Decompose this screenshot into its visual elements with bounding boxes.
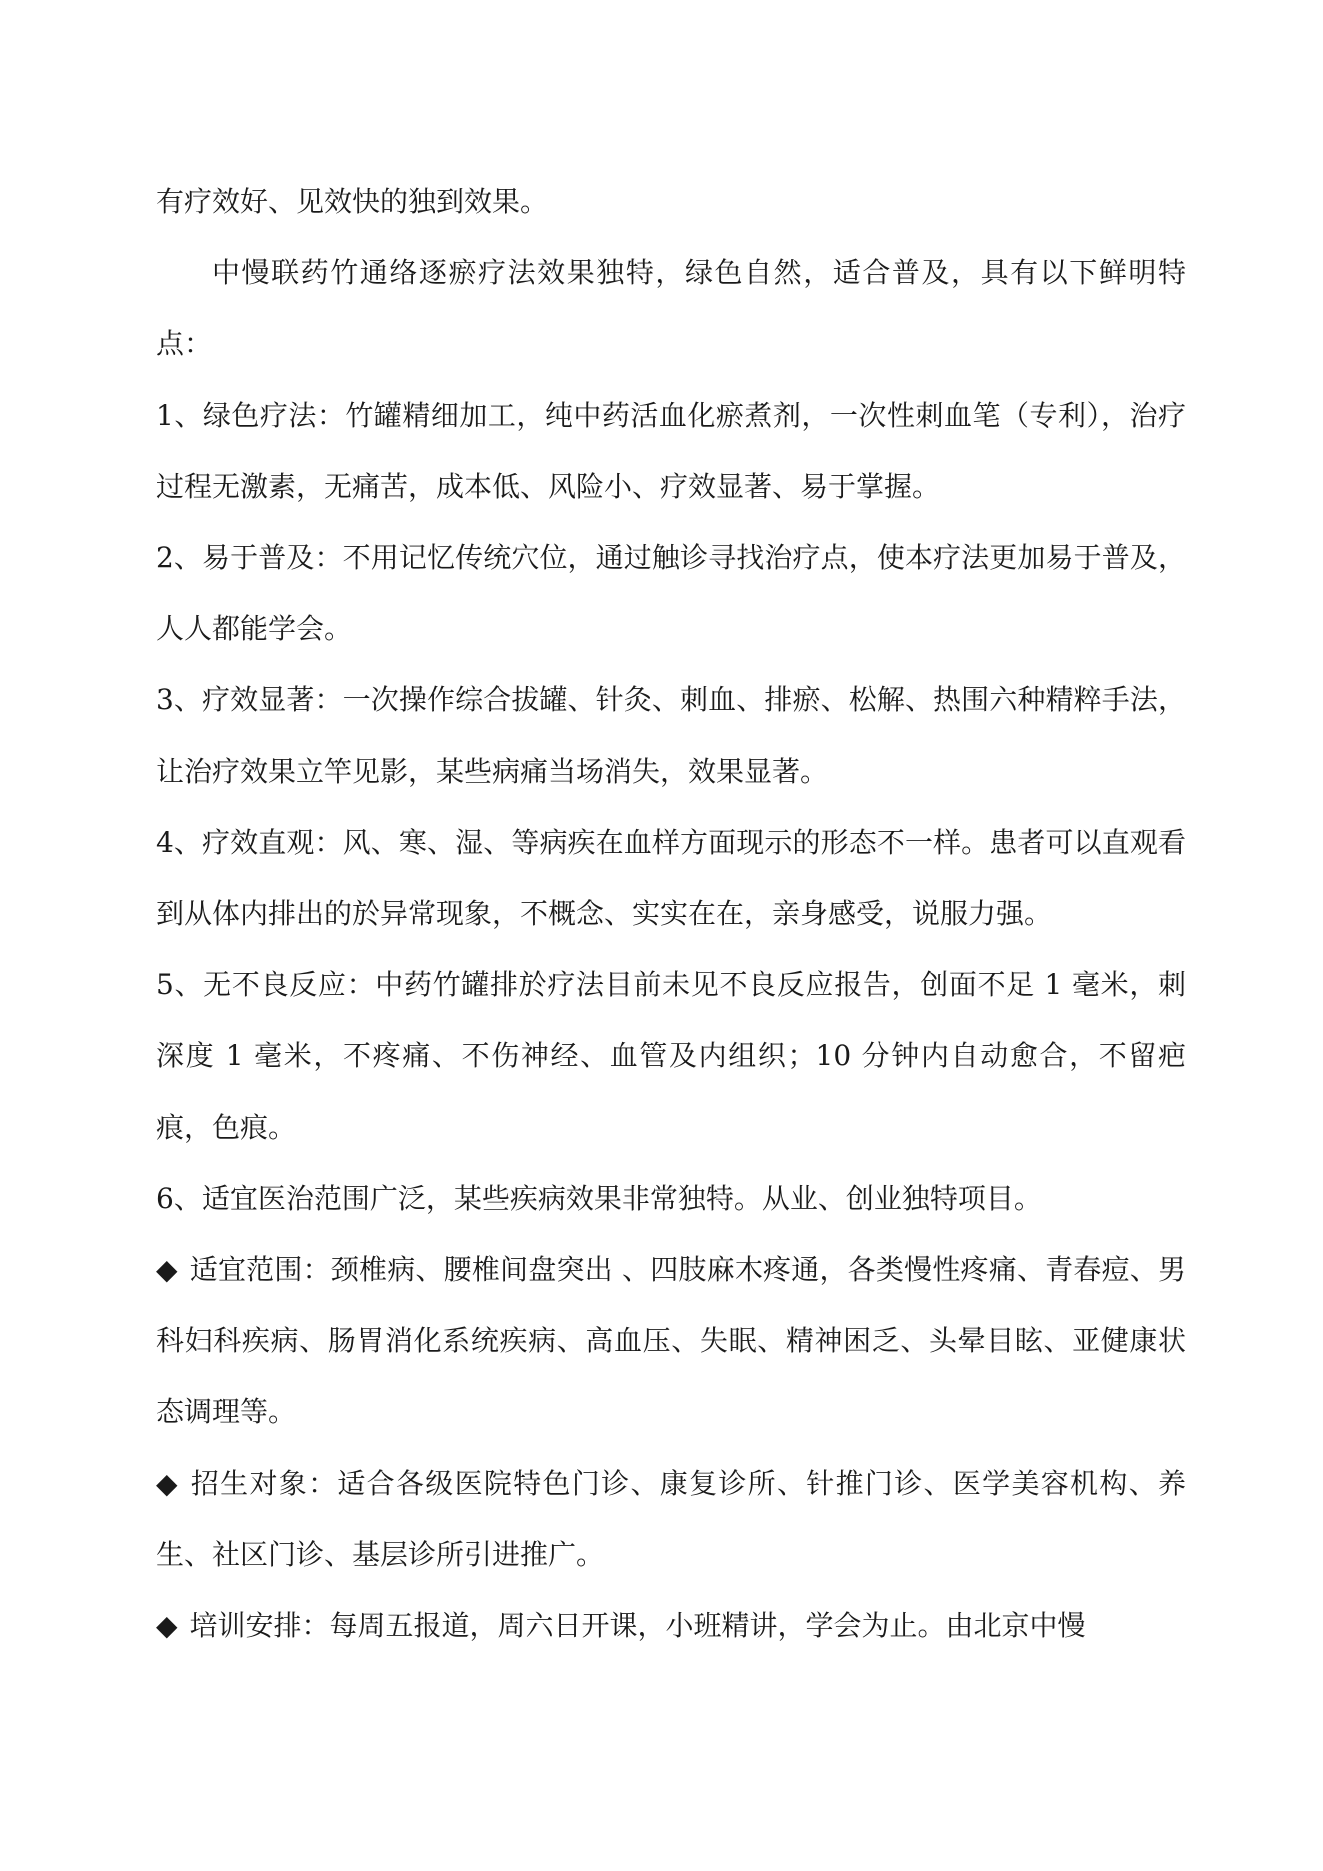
diamond-bullet-icon: ◆ bbox=[156, 1466, 179, 1500]
feature-item-5: 5、无不良反应：中药竹罐排於疗法目前未见不良反应报告，创面不足 1 毫米，刺深度 1 毫米，不疼痛、不伤神经、血管及内组织；10 分钟内自动愈合，不留疤痕，色痕。 bbox=[156, 968, 1186, 1144]
bullet-training bbox=[156, 1590, 1186, 1661]
feature-item-6: 6、适宜医治范围广泛，某些疾病效果非常独特。从业、创业独特项目。 bbox=[156, 1181, 1042, 1215]
bullet-scope-text: 适宜范围：颈椎病、腰椎间盘突出 、四肢麻木疼通，各类慢性疼痛、青春痘、男科妇科疾病、肠胃消化系统疾病、高血压、失眠、精神困乏、头晕目眩、亚健康状态调理等。 bbox=[156, 1253, 1186, 1429]
diamond-bullet-icon: ◆ bbox=[156, 1253, 178, 1287]
feature-item-3: 3、疗效显著：一次操作综合拔罐、针灸、刺血、排瘀、松解、热围六种精粹手法，让治疗效果立竿见影，某些病痛当场消失，效果显著。 bbox=[156, 683, 1186, 788]
bullet-training-text: 培训安排：每周五报道，周六日开课，小班精讲，学会为止。由北京中慢 bbox=[189, 1609, 1086, 1643]
bullet-enrollment bbox=[156, 1448, 1186, 1590]
feature-item-1: 1、绿色疗法：竹罐精细加工，纯中药活血化瘀煮剂，一次性刺血笔（专利），治疗过程无激素，无痛苦，成本低、风险小、疗效显著、易于掌握。 bbox=[156, 398, 1186, 503]
diamond-bullet-icon: ◆ bbox=[156, 1609, 178, 1643]
feature-item-2: 2、易于普及：不用记忆传统穴位，通过触诊寻找治疗点，使本疗法更加易于普及，人人都能学会。 bbox=[156, 541, 1186, 646]
paragraph-intro: 中慢联药竹通络逐瘀疗法效果独特，绿色自然，适合普及，具有以下鲜明特点： bbox=[156, 256, 1186, 361]
paragraph-continuation: 有疗效好、见效快的独到效果。 bbox=[156, 185, 549, 218]
bullet-enrollment-text: 招生对象：适合各级医院特色门诊、康复诊所、针推门诊、医学美容机构、养生、社区门诊、基层诊所引进推广。 bbox=[156, 1466, 1186, 1571]
bullet-scope bbox=[156, 1234, 1186, 1448]
document-body bbox=[156, 166, 1186, 1661]
feature-item-4: 4、疗效直观：风、寒、湿、等病疾在血样方面现示的形态不一样。患者可以直观看到从体内排出的於异常现象，不概念、实实在在，亲身感受，说服力强。 bbox=[156, 825, 1186, 931]
